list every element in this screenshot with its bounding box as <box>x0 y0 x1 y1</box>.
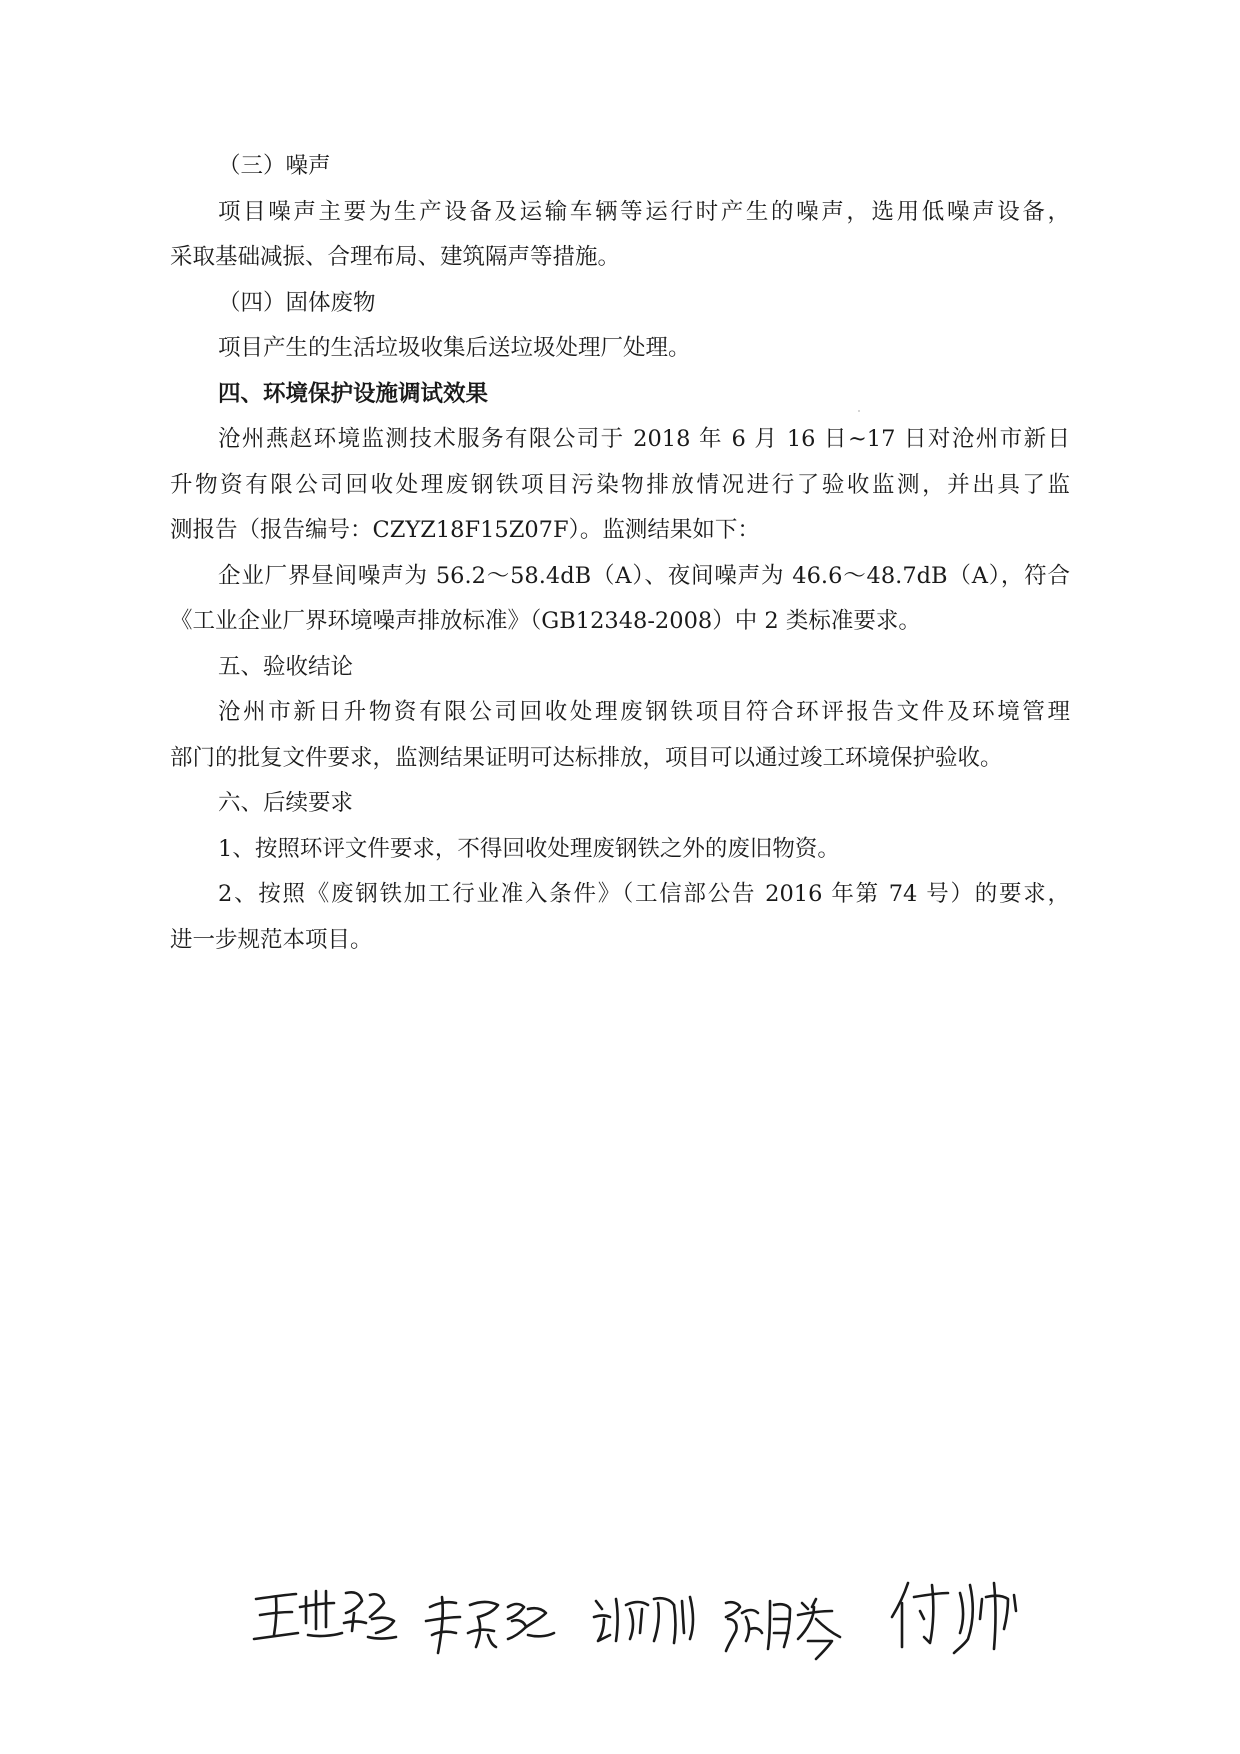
list-item: 2、按照《废钢铁加工行业准入条件》（工信部公告 2016 年第 74 号）的要求， <box>218 881 1070 907</box>
paragraph-line: 项目噪声主要为生产设备及运输车辆等运行时产生的噪声，选用低噪声设备， <box>218 198 1070 225</box>
paragraph-line: 升物资有限公司回收处理废钢铁项目污染物排放情况进行了验收监测，并出具了监 <box>170 471 1070 498</box>
handwritten-signature-2 <box>420 1587 560 1659</box>
paragraph-line: 企业厂界昼间噪声为 56.2～58.4dB（A）、夜间噪声为 46.6～48.7dB（A），符合 <box>218 562 1070 589</box>
list-item: 1、按照环评文件要求，不得回收处理废钢铁之外的废旧物资。 <box>218 835 840 862</box>
section-title-solid-waste: （四）固体废物 <box>218 289 376 316</box>
handwritten-signature-3 <box>590 1587 700 1647</box>
handwritten-signature-5 <box>890 1573 1040 1659</box>
handwritten-signature-4 <box>720 1589 860 1669</box>
paragraph-line: 部门的批复文件要求，监测结果证明可达标排放，项目可以通过竣工环境保护验收。 <box>170 744 1003 771</box>
paragraph-line: 采取基础减振、合理布局、建筑隔声等措施。 <box>170 244 621 270</box>
heading-commissioning-effect: 四、环境保护设施调试效果 <box>218 380 489 407</box>
handwritten-signature-1 <box>250 1583 400 1653</box>
paragraph-line: 沧州燕赵环境监测技术服务有限公司于 2018 年 6 月 16 日~17 日对沧州市新日 <box>218 426 1070 452</box>
heading-follow-up-requirements: 六、后续要求 <box>218 790 354 816</box>
section-title-noise: （三）噪声 <box>218 153 331 179</box>
document-body <box>170 144 1070 963</box>
paragraph-line: 项目产生的生活垃圾收集后送垃圾处理厂处理。 <box>218 335 691 361</box>
signature-area <box>250 1565 1070 1675</box>
heading-acceptance-conclusion: 五、验收结论 <box>218 653 354 680</box>
paragraph-line: 进一步规范本项目。 <box>170 926 373 953</box>
paragraph-line: 测报告（报告编号：CZYZ18F15Z07F）。监测结果如下： <box>170 517 760 543</box>
paragraph-line: 沧州市新日升物资有限公司回收处理废钢铁项目符合环评报告文件及环境管理 <box>218 699 1070 725</box>
paragraph-line: 《工业企业厂界环境噪声排放标准》（GB12348-2008）中 2 类标准要求。 <box>170 608 921 634</box>
